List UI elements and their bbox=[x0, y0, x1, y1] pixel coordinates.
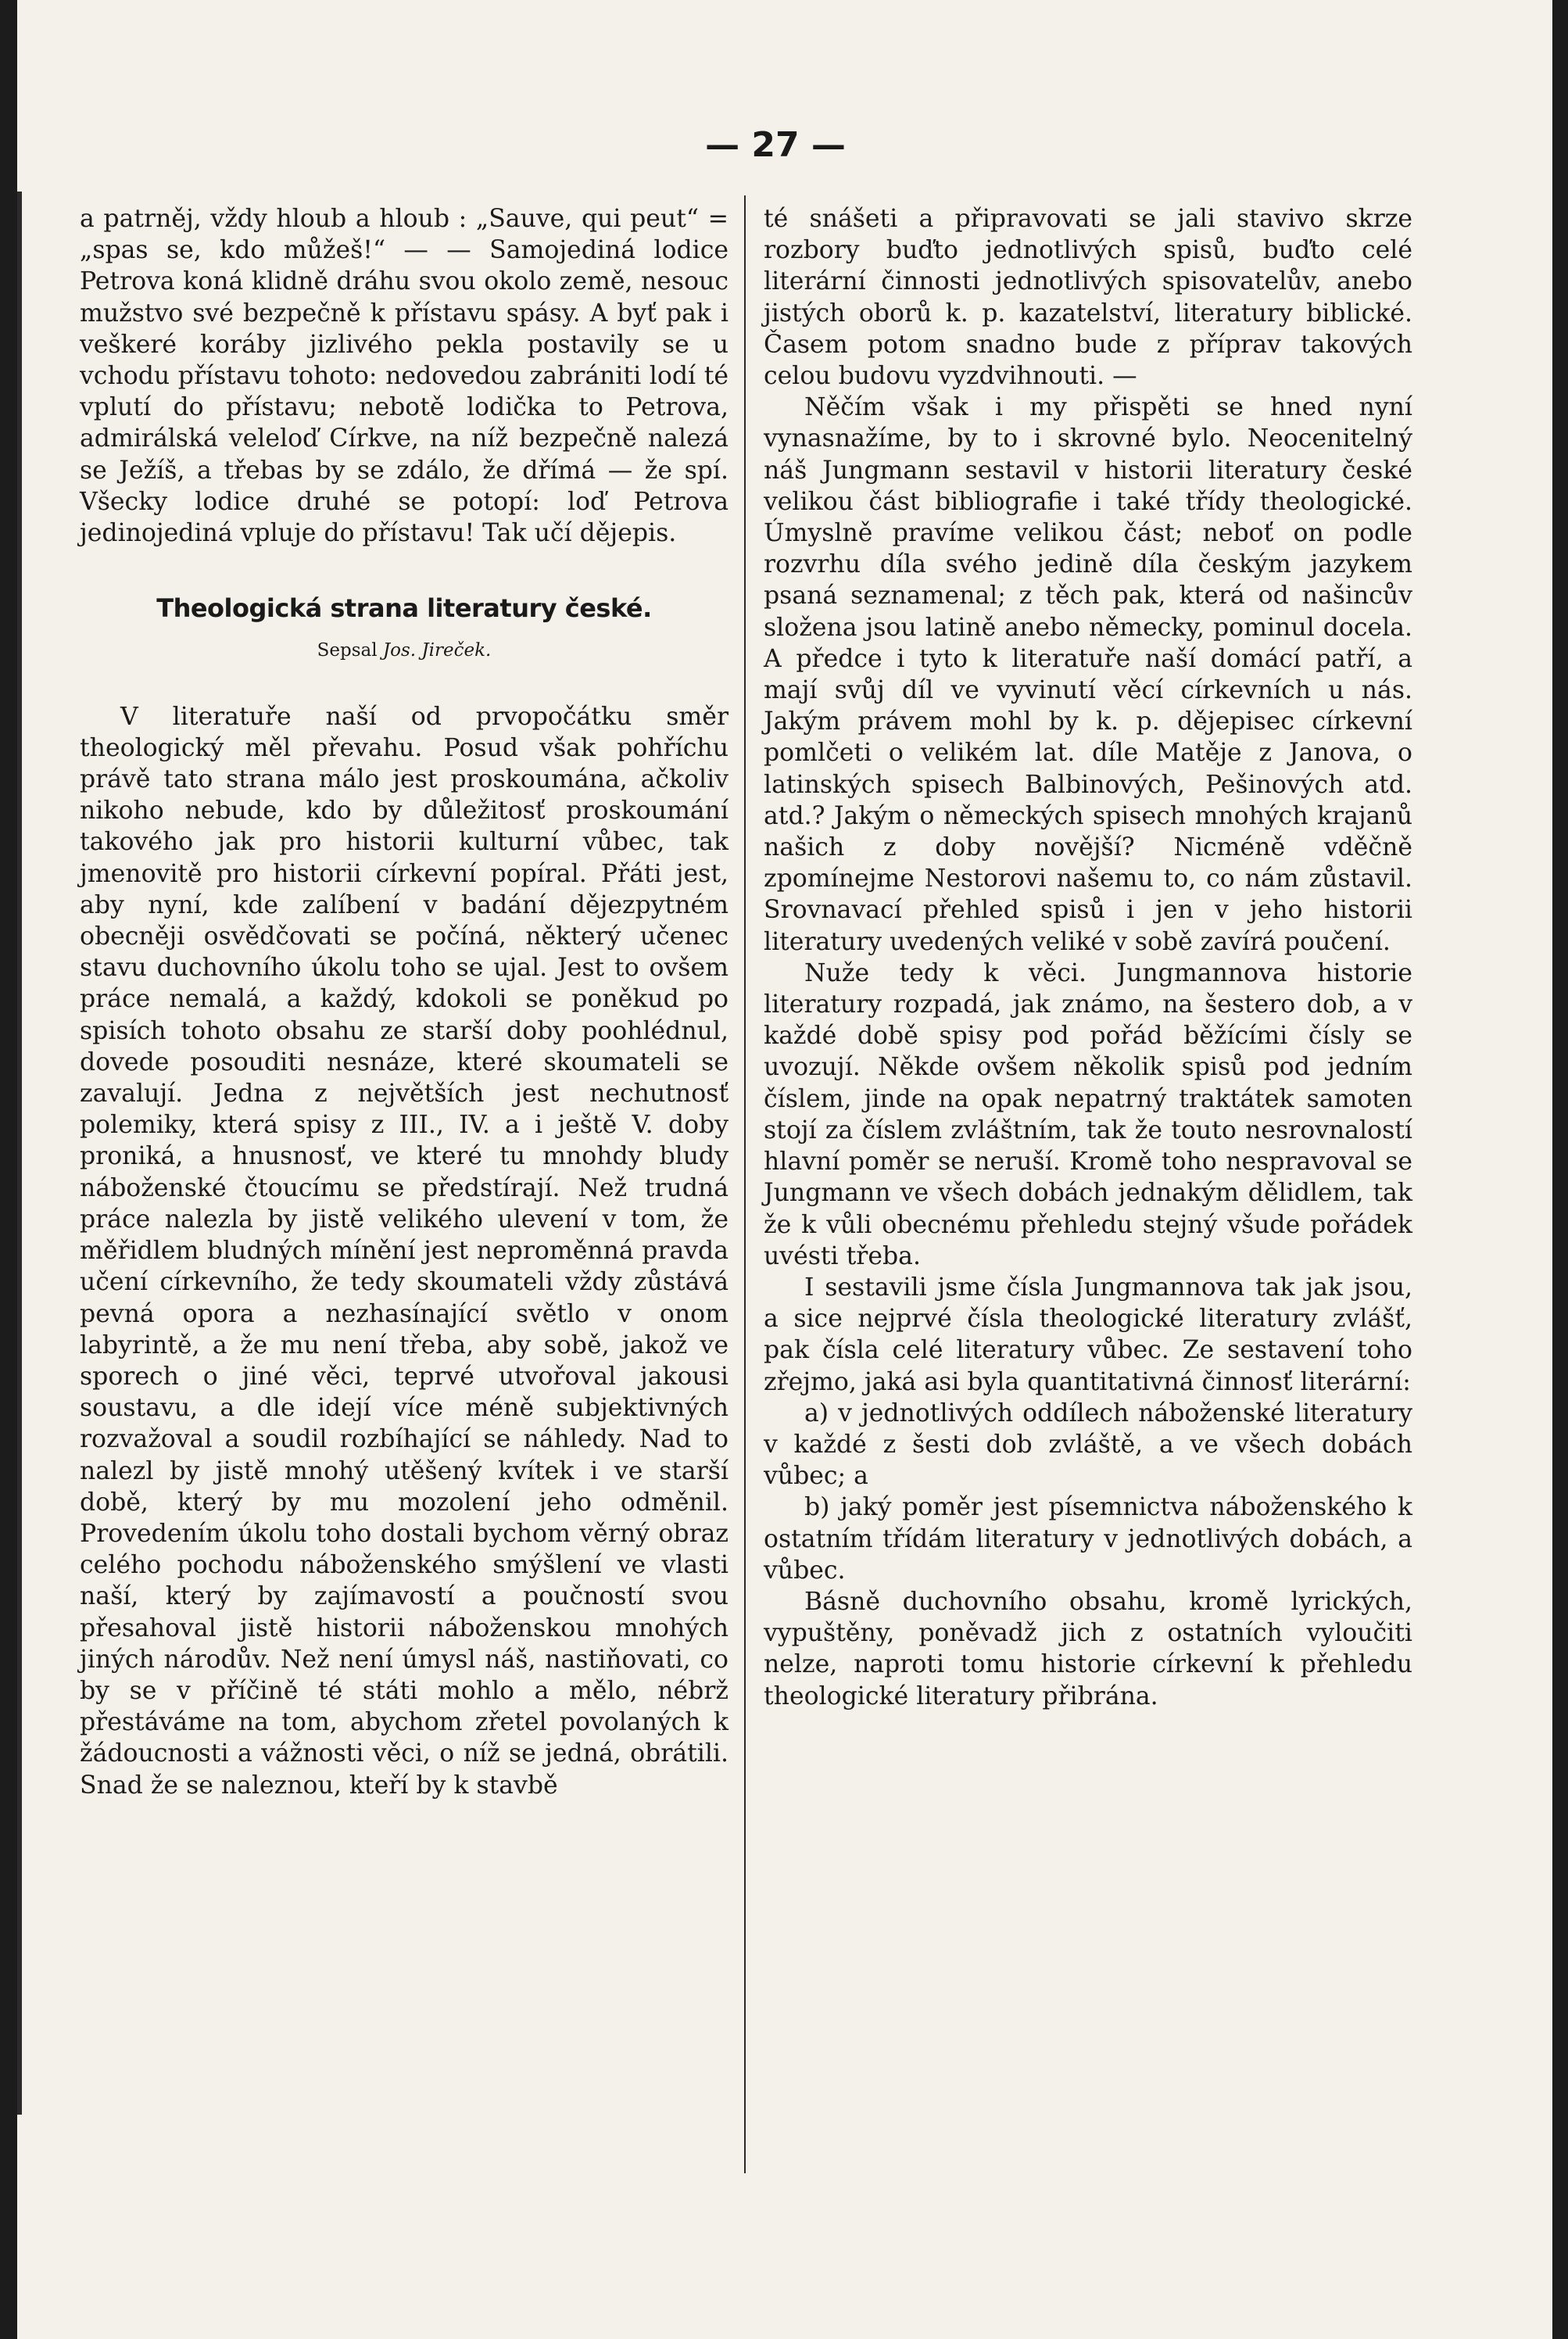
page-number: — 27 — bbox=[705, 125, 846, 165]
byline-prefix: Sepsal bbox=[317, 640, 378, 661]
body-paragraph: V literatuře naší od prvopočátku směr theologický měl převahu. Posud však pohříchu právě tato strana málo jest proskoumána, ačkoliv nikoho nebude, kdo by důležitosť proskoumání takového jak pro historii kulturní vůbec, tak jmenovitě pro historii církevní popíral. Přáti jest, aby nyní, kde zalíbení v badání dějezpytném obecněji osvědčovati se počíná, některý učenec stavu duchovního úkolu toho se ujal. Jest to ovšem práce nemalá, a každý, kdokoli se poněkud po spisích tohoto obsahu ze starší doby poohlédnul, dovede posouditi nesnáze, které skoumateli se zavalují. Jedna z největších jest nechutnosť polemiky, která spisy z III., IV. a i ještě V. doby proniká, a hnusnosť, ve které tu mnohdy bludy náboženské čtoucímu se předstírají. Než trudná práce nalezla by jistě velikého ulevení v tom, že měřidlem bludných mínění jest neproměnná pravda učení církevního, že tedy skoumateli vždy zůstává pevná opora a nezhasínající světlo v onom labyrintě, a že mu není třeba, aby sobě, jakož ve sporech o jiné věci, teprvé utvořoval jakousi soustavu, a dle idejí více méně subjektivných rozvažoval a soudil rozbíhající se náhledy. Nad to nalezl by jistě mnohý utěšený kvítek i ve starší době, který by mu mozolení jeho odměnil. Provedením úkolu toho dostali bychom věrný obraz celého pochodu náboženského smýšlení ve vlasti naší, který by zajímavostí a poučností svou přesahoval jistě historii náboženskou mnohých jiných národův. Než není úmysl náš, nastiňovati, co by se v příčině té státi mohlo a mělo, nébrž přestáváme na tom, abychom zřetel povolaných k žádoucnosti a vážnosti věci, o níž se jedná, obrátili. Snad že se naleznou, kteří by k stavbě bbox=[80, 702, 729, 1800]
list-item-a: a) v jednotlivých oddílech náboženské literatury v každé z šesti dob zvláště, a ve všech dobách vůbec; a bbox=[764, 1399, 1412, 1491]
book-page bbox=[17, 0, 1552, 2339]
byline bbox=[80, 635, 729, 666]
column-divider bbox=[744, 195, 746, 2173]
right-column bbox=[764, 203, 1412, 1712]
paragraph: Něčím však i my přispěti se hned nyní vynasnažíme, by to i skrovné bylo. Neocenitelný náš Jungmann sestavil v historii literatury české velikou část bibliografie i také třídy theologické. Úmyslně pravíme velikou část; neboť on podle rozvrhu díla svého jedině díla českým jazykem psaná seznamenal; z těch pak, která od našincův složena jsou latině anebo německy, pominul docela. A předce i tyto k literatuře naší domácí patří, a mají svůj díl ve vyvinutí věcí církevních u nás. Jakým právem mohl by k. p. dějepisec církevní pomlčeti o velikém lat. díle Matěje z Janova, o latinských spisech Balbinových, Pešinových atd. atd.? Jakým o německých spisech mnohých krajanů našich z doby novější? Nicméně vděčně zpomínejme Nestorovi našemu to, co nám zůstavil. Srovnavací přehled spisů i jen v jeho historii literatury uvedených veliké v sobě zavírá poučení. bbox=[764, 393, 1412, 956]
section-title: Theologická strana literatury české. bbox=[156, 593, 652, 624]
list-item-b: b) jaký poměr jest písemnictva náboženského k ostatním třídám literatury v jednotlivých dobách, a vůbec. bbox=[764, 1493, 1412, 1585]
byline-author: Jos. Jireček. bbox=[382, 640, 492, 661]
scan-edge-shadow bbox=[17, 192, 22, 2115]
left-column bbox=[80, 203, 729, 1801]
paragraph: I sestavili jsme čísla Jungmannova tak jak jsou, a sice nejprvé čísla theologické literatury zvlášť, pak čísla celé literatury vůbec. Ze sestavení toho zřejmo, jaká asi byla quantitativná činnosť literární: bbox=[764, 1273, 1412, 1396]
paragraph: té snášeti a připravovati se jali stavivo skrze rozbory buďto jednotlivých spisů, buďto celé literární činnosti jednotlivých spisovatelův, anebo jistých oborů k. p. kazatelství, literatury biblické. Časem potom snadno bude z příprav takových celou budovu vyzdvihnouti. — bbox=[764, 205, 1412, 391]
paragraph: Básně duchovního obsahu, kromě lyrických, vypuštěny, poněvadž jich z ostatních vyloučiti nelze, naproti tomu historie církevní k přehledu theologické literatury přibrána. bbox=[764, 1587, 1412, 1710]
paragraph: Nuže tedy k věci. Jungmannova historie literatury rozpadá, jak známo, na šestero dob, a v každé době spisy pod pořád běžícími čísly se uvozují. Někde ovšem několik spisů pod jedním číslem, jinde na opak nepatrný traktátek samoten stojí za číslem zvláštním, tak že touto nesrovnalostí hlavní poměr se neruší. Kromě toho nespravoval se Jungmann ve všech dobách jednakým dělidlem, tak že k vůli obecnému přehledu stejný všude pořádek uvésti třeba. bbox=[764, 958, 1412, 1270]
intro-paragraph: a patrněj, vždy hloub a hloub : „Sauve, qui peut“ = „spas se, kdo můžeš!“ — — Samojediná lodice Petrova koná klidně dráhu svou okolo země, nesouc mužstvo své bezpečně k přístavu spásy. A byť pak i veškeré koráby jizlivého pekla postavily se u vchodu přístavu tohoto: nedovedou zabrániti lodí té vplutí do přístavu; nebotě lodička to Petrova, admirálská veleloď Církve, na níž bezpečně nalezá se Ježíš, a třebas by se zdálo, že dřímá — že spí. Všecky lodice druhé se potopí: loď Petrova jedinojediná vpluje do přístavu! Tak učí dějepis. bbox=[80, 205, 729, 548]
